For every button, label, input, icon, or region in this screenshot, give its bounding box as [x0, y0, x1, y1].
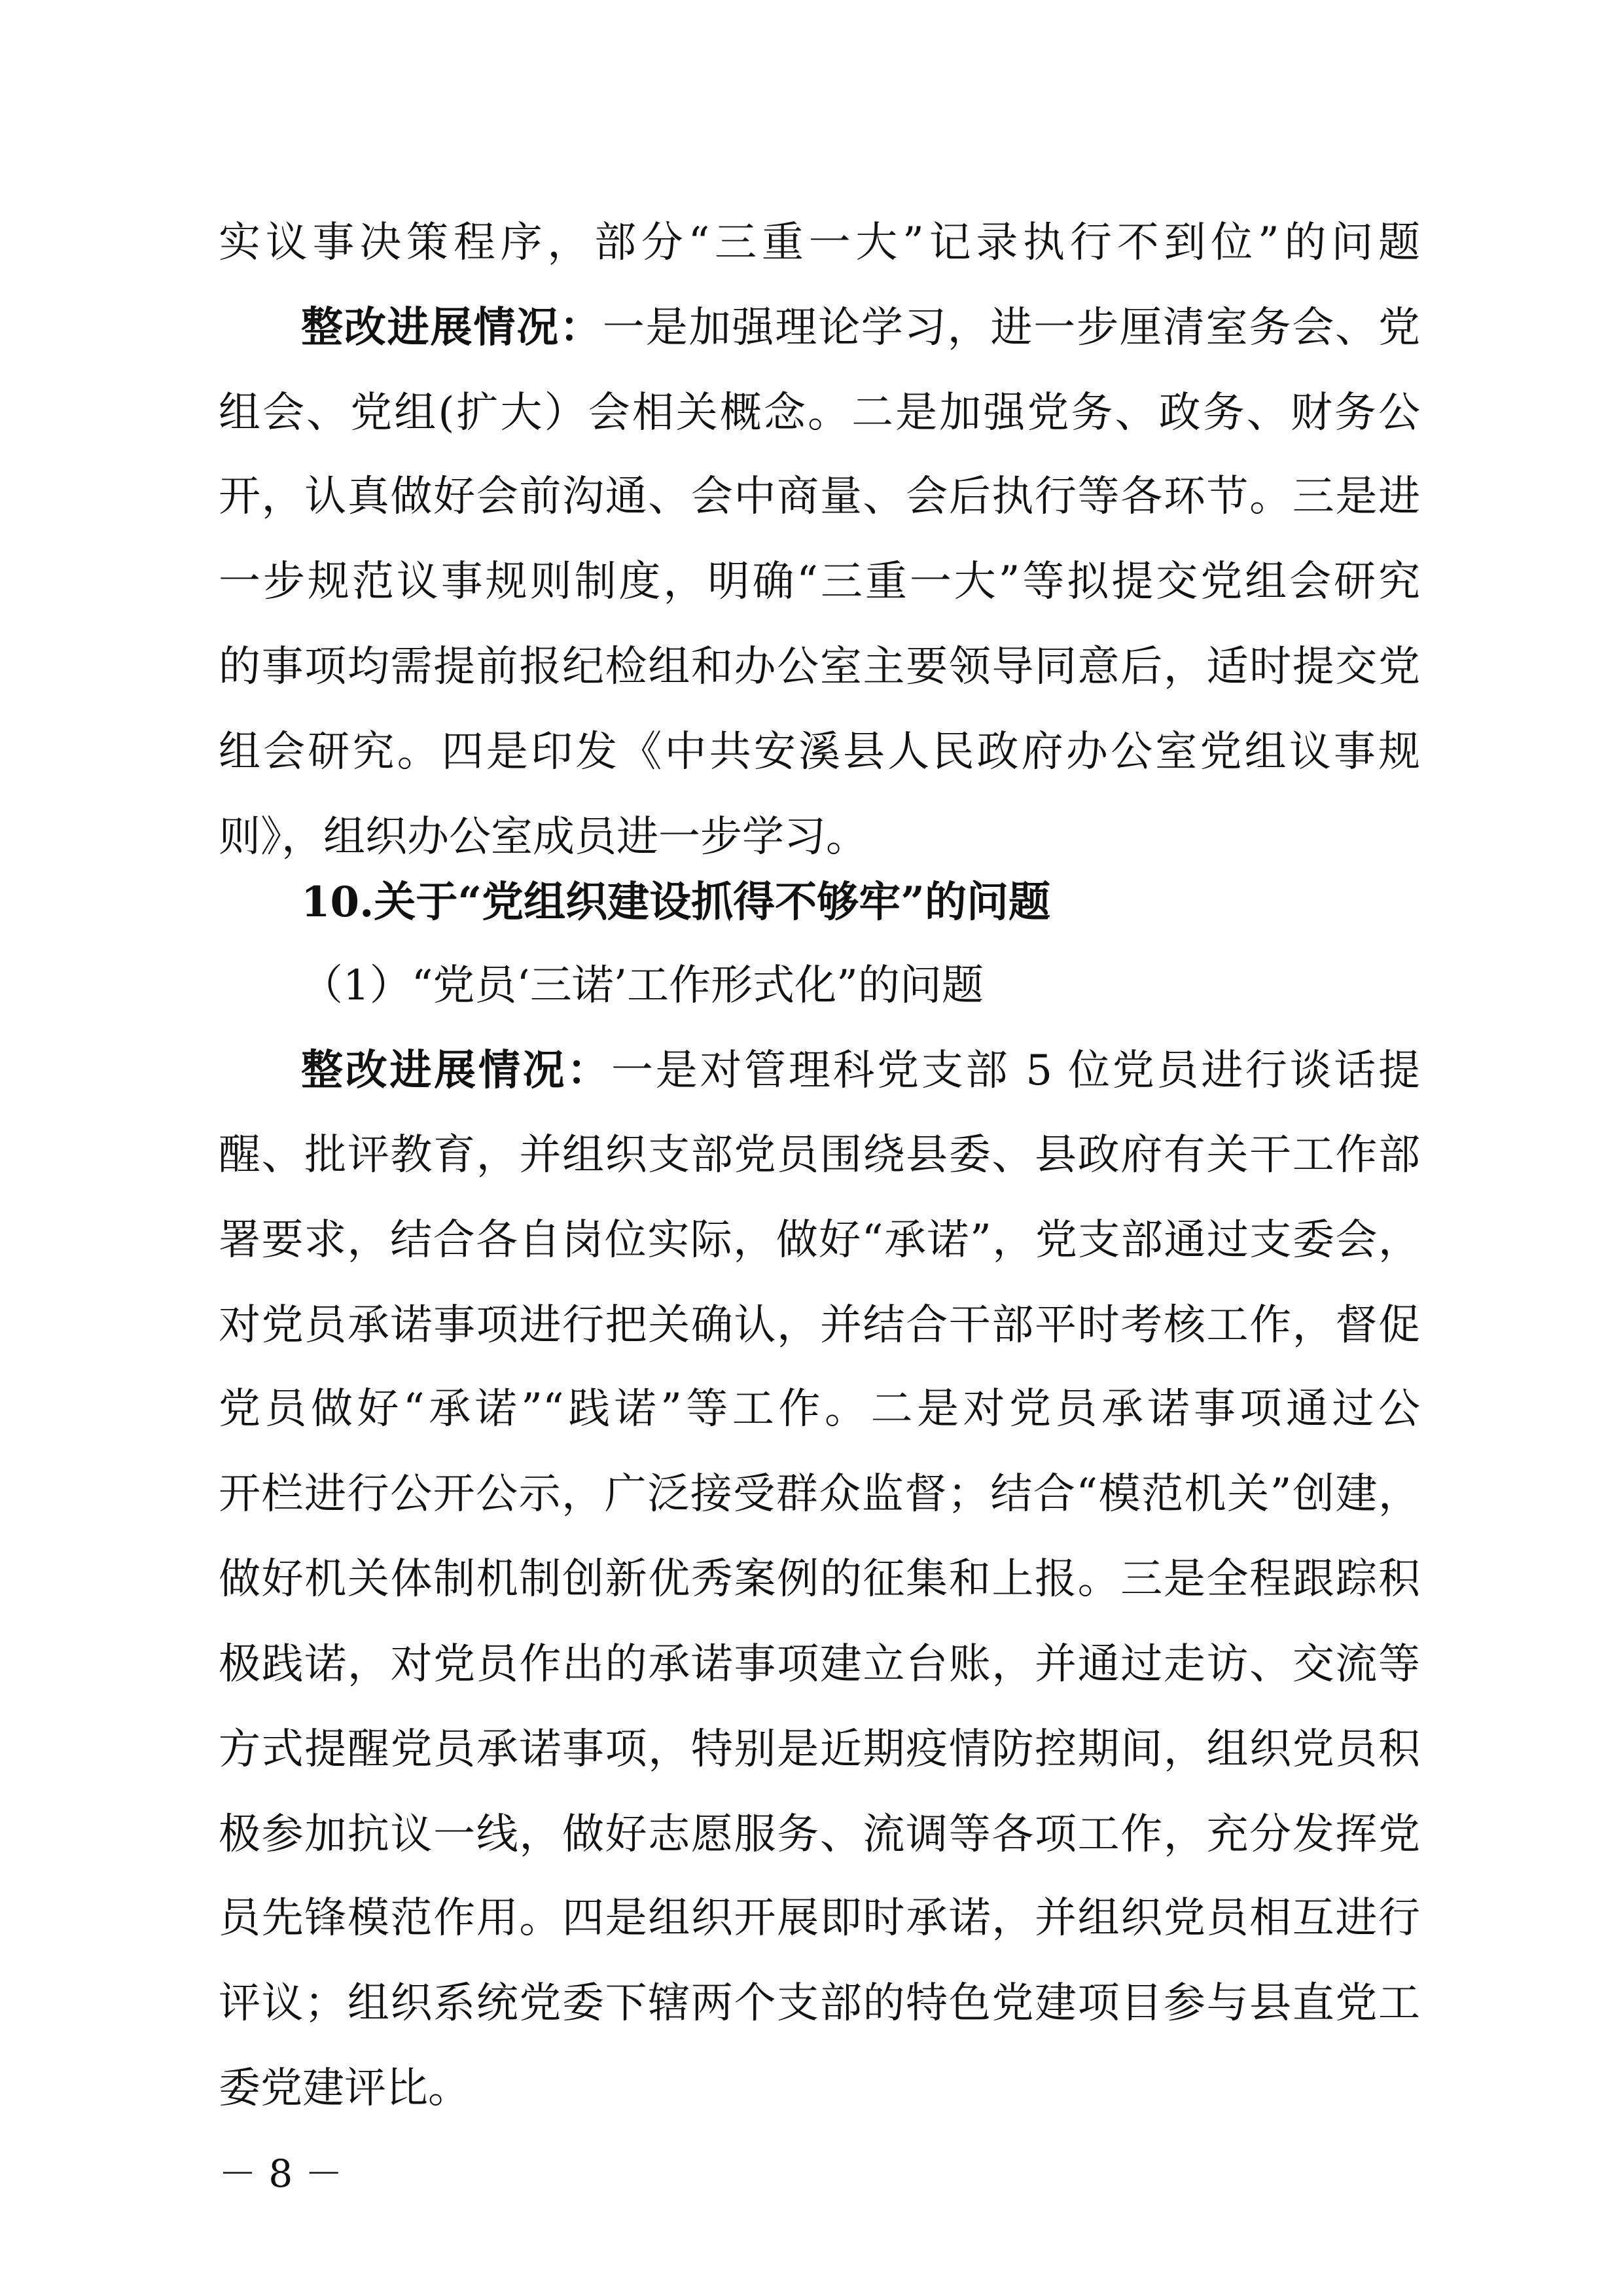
body-line: 的事项均需提前报纪检组和办公室主要领导同意后，适时提交党 — [219, 643, 1420, 691]
body-line: 做好机关体制机制创新优秀案例的征集和上报。三是全程跟踪积 — [219, 1555, 1420, 1604]
progress-label: 整改进展情况： — [301, 1046, 611, 1095]
body-line: 党员做好“承诺”“践诺”等工作。二是对党员承诺事项通过公 — [219, 1385, 1420, 1433]
body-line: 组会、党组(扩大）会相关概念。二是加强党务、政务、财务公 — [219, 389, 1420, 437]
body-line — [301, 1045, 1420, 1097]
body-line: 方式提醒党员承诺事项，特别是近期疫情防控期间，组织党员积 — [219, 1725, 1420, 1774]
body-line: 极参加抗议一线，做好志愿服务、流调等各项工作，充分发挥党 — [219, 1810, 1420, 1859]
subsection-heading: （1）“党员‘三诺’工作形式化”的问题 — [301, 961, 984, 1010]
body-line — [301, 302, 1420, 354]
body-line: 组会研究。四是印发《中共安溪县人民政府办公室党组议事规 — [219, 728, 1420, 776]
body-line: 醒、批评教育，并组织支部党员围绕县委、县政府有关干工作部 — [219, 1131, 1420, 1179]
body-line: 实议事决策程序，部分“三重一大”记录执行不到位”的问题 — [219, 219, 1420, 267]
body-line: 署要求，结合各自岗位实际，做好“承诺”，党支部通过支委会， — [219, 1216, 1420, 1265]
section-heading: 10.关于“党组织建设抓得不够牢”的问题 — [301, 878, 1050, 927]
body-line: 开，认真做好会前沟通、会中商量、会后执行等各环节。三是进 — [219, 473, 1420, 521]
body-text: 一是加强理论学习，进一步厘清室务会、党 — [602, 304, 1421, 352]
body-line: 评议；组织系统党委下辖两个支部的特色党建项目参与县直党工 — [219, 1979, 1420, 2028]
body-line: 一步规范议事规则制度，明确“三重一大”等拟提交党组会研究 — [219, 558, 1420, 606]
body-line: 开栏进行公开公示，广泛接受群众监督；结合“模范机关”创建， — [219, 1470, 1420, 1518]
progress-label: 整改进展情况： — [301, 303, 603, 352]
body-line: 则》，组织办公室成员进一步学习。 — [219, 813, 868, 861]
body-line: 员先锋模范作用。四是组织开展即时承诺，并组织党员相互进行 — [219, 1894, 1420, 1943]
page-number: － 8 － — [219, 2151, 343, 2196]
body-line: 极践诺，对党员作出的承诺事项建立台账，并通过走访、交流等 — [219, 1640, 1420, 1689]
body-line: 委党建评比。 — [219, 2064, 470, 2113]
body-line: 对党员承诺事项进行把关确认，并结合干部平时考核工作，督促 — [219, 1301, 1420, 1350]
body-text: 一是对管理科党支部 5 位党员进行谈话提 — [611, 1047, 1421, 1095]
